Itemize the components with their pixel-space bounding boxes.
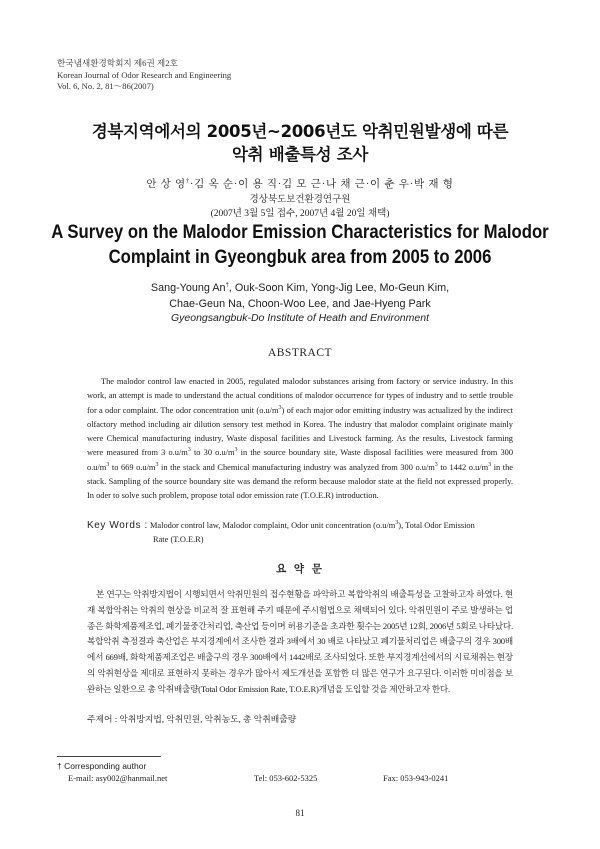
keywords-en — [87, 519, 517, 547]
keywords-line1: Malodor control law, Malodor complaint, Odor unit concentration (o.u/m — [149, 521, 396, 530]
english-title-line2: Complaint in Gyeongbuk area from 2005 to 2006 — [108, 247, 492, 268]
abstract-text-4: in the source boundary site, Waste disposal facilities were measured from 300 o.u/m — [87, 448, 514, 472]
keywords-label: Key Words : — [87, 520, 148, 531]
journal-name-kr: 한국냄새환경학회지 제6권 제2호 — [57, 58, 178, 68]
keywords-line1-end: ), Total Odor Emission — [398, 521, 475, 530]
superscript-3: 3 — [278, 404, 282, 411]
abstract-text-3: to 30 o.u/m — [190, 448, 235, 458]
corresponding-mark: † — [186, 178, 190, 185]
footnote — [57, 760, 537, 784]
fax: Fax: 053-943-0241 — [383, 773, 449, 783]
email: E-mail: asy002@hanmail.net — [68, 773, 168, 783]
other-authors-kr: ·김 옥 순·이 용 직·김 모 근·나 채 근·이 춘 우·박 재 형 — [189, 179, 454, 190]
abstract-text-2: ) of each major odor emitting industry was actualized by the indirect olfactory method including air dilution sensory test method in Korea. The industry that malodor complaint originate mainly were Chemical manufacturing industry, Waste disposal facilities and Livestock farming. As the results, Livestock farming were measured from 3 o.u/m — [87, 405, 514, 458]
footnote-divider — [57, 756, 161, 757]
korean-authors — [0, 176, 600, 191]
contact-info — [57, 772, 537, 784]
superscript-3: 3 — [106, 461, 110, 468]
superscript-3: 3 — [155, 461, 159, 468]
english-affiliation: Gyeongsangbuk-Do Institute of Heath and Environment — [171, 312, 429, 324]
abstract-heading: ABSTRACT — [267, 347, 333, 359]
telephone: Tel: 053-602-5325 — [254, 773, 318, 783]
keywords-kr-items: 악취방지법, 악취민원, 악취농도, 총 악취배출량 — [119, 714, 297, 724]
received-accepted-dates: (2007년 3월 5일 접수, 2007년 4월 20일 채택) — [210, 209, 390, 219]
korean-abstract-heading: 요 약 문 — [276, 563, 324, 575]
english-authors — [0, 281, 600, 312]
korean-title-line2: 악취 배출특성 조사 — [231, 145, 368, 164]
korean-affiliation: 경상북도보건환경연구원 — [249, 195, 351, 205]
corresponding-author-label: † Corresponding author — [57, 761, 147, 771]
first-author-kr: 안 상 영 — [146, 179, 186, 190]
superscript-3: 3 — [488, 461, 492, 468]
abstract-text-8: in the stack. Sampling of the source boundary site was demand the reform because malodor state at the field not expressed properly. In oder to solve such problem, propose total odor emission rate (T.O.E.R) introduction. — [87, 462, 514, 501]
corresponding-mark-en: † — [225, 282, 229, 289]
superscript-3: 3 — [434, 461, 438, 468]
english-authors-line2: Chae-Geun Na, Choon-Woo Lee, and Jae-Hyeng Park — [169, 297, 431, 310]
english-title-line1: A Survey on the Malodor Emission Characteristics for Malodor — [51, 222, 549, 243]
keywords-kr — [87, 712, 513, 725]
korean-abstract-body: 본 연구는 악취방지법이 시행되면서 악취민원의 접수현황을 파악하고 복합악취의 배출특성을 고찰하고자 하였다. 현재 복합악취는 악취의 현상을 비교적 잘 표현해 주기 때문에 주시험법으로 채택되어 있다. 악취민원이 주로 발생하는 업종은 화학제품제조업, 폐기물중간처리업, 축산업 등이며 허용기준을 초과한 횟수는 2005년 12회, 2006년 5회로 나타났다. 복합악취 측정결과 축산업은 부지경계에서 조사한 결과 3배에서 30 배로 나타났고 폐기물처리업은 배출구의 경우 300배에서 669배, 화학제품제조업은 배출구의 경우 300배에서 1442배로 조사되었다. 또한 부지경계선에서의 시료채취는 현장의 악취현상을 제대로 표현하지 못하는 경우가 많아서 제도개선을 포함한 더 많은 연구가 요구된다. 이러한 미비점을 보완하는 일환으로 총 악취배출량(Total Odor Emission Rate, T.O.E.R)개념을 도입할 것을 제안하고자 한다. — [87, 589, 513, 694]
first-author-en: Sang-Young An — [150, 282, 226, 294]
abstract-text-7: to 1442 o.u/m — [437, 462, 489, 472]
english-authors-line1-rest: , Ouk-Soon Kim, Yong-Jig Lee, Mo-Geun Kim, — [228, 282, 450, 294]
korean-title-line1: 경북지역에서의 2005년~2006년도 악취민원발생에 따른 — [91, 122, 509, 141]
keywords-superscript: 3 — [395, 520, 399, 527]
abstract-body — [87, 375, 513, 504]
korean-title — [0, 120, 600, 166]
journal-header — [57, 58, 231, 93]
keywords-kr-label: 주제어 : — [87, 714, 118, 724]
volume-info: Vol. 6, No. 2, 81～86(2007) — [57, 81, 154, 91]
abstract-text-5: to 669 o.u/m — [109, 462, 156, 472]
abstract-text-1: The malodor control law enacted in 2005, regulated malodor substances arising from factory or service industry. In this work, an attempt is made to understand the actual conditions of malodor occurrence for types of industry and to settle trouble for a odor complaint. The odor concentration unit (o.u/m — [87, 377, 513, 415]
english-title — [36, 220, 564, 270]
superscript-3: 3 — [187, 447, 191, 454]
abstract-text-6: in the stack and Chemical manufacturing industry was analyzed from 300 o.u/m — [158, 462, 435, 472]
superscript-3: 3 — [234, 447, 238, 454]
english-authors-line1 — [0, 281, 600, 297]
keywords-line2: Rate (T.O.E.R) — [153, 535, 204, 544]
page-number: 81 — [295, 808, 305, 818]
journal-name-en: Korean Journal of Odor Research and Engineering — [57, 69, 232, 80]
